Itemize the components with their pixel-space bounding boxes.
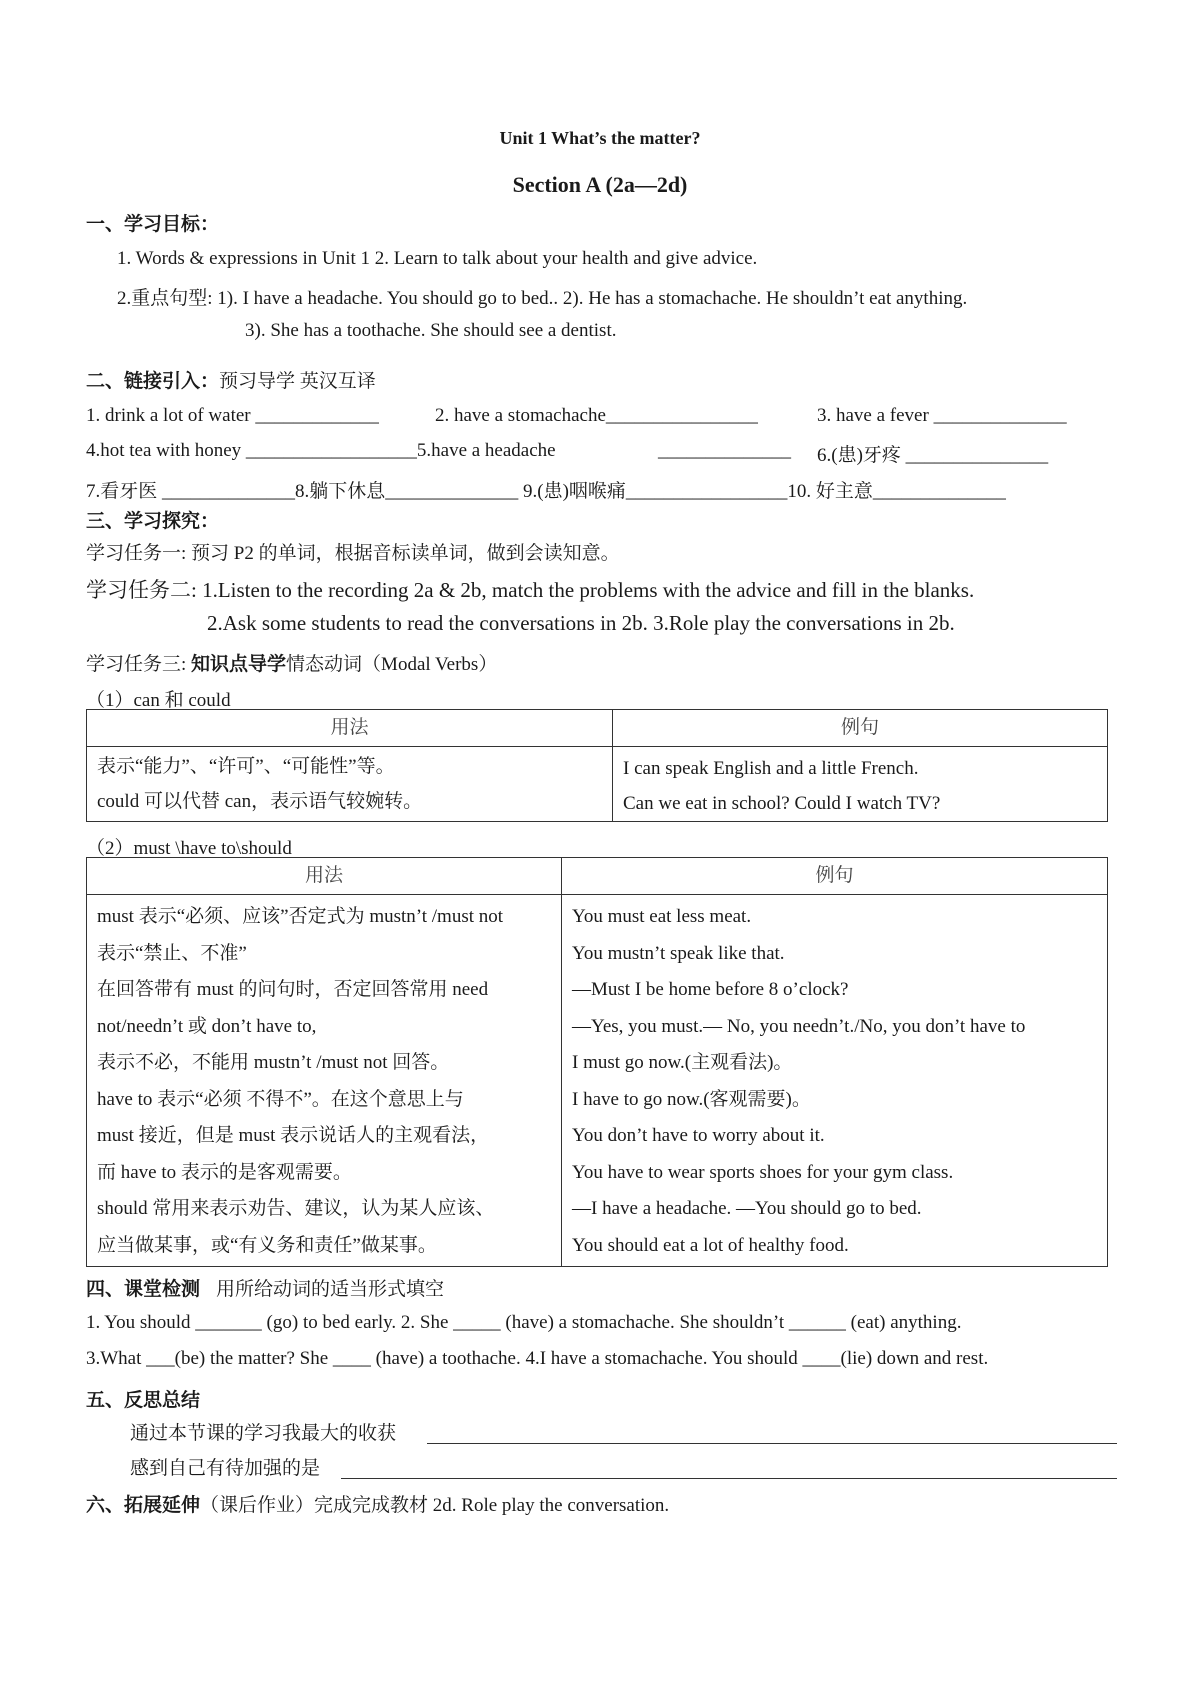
- table-1-example-line: Can we eat in school? Could I watch TV?: [623, 793, 941, 814]
- table-2-usage-line: 在回答带有 must 的问句时，否定回答常用 need: [97, 979, 489, 1000]
- table-2-example-line: You should eat a lot of healthy food.: [572, 1234, 849, 1256]
- reflection-line-2: 感到自己有待加强的是: [130, 1458, 321, 1479]
- section-2-heading: 二、链接引入：: [86, 371, 220, 392]
- task-2-line-1: 学习任务二: 1.Listen to the recording 2a & 2b, match the problems with the advice and fill in the blanks.: [86, 578, 975, 602]
- table-2-usage-line: must 接近，但是 must 表示说话人的主观看法，: [97, 1125, 490, 1146]
- table-2-example-line: I must go now.(主观看法)。: [572, 1052, 793, 1073]
- section-4-subheading: 用所给动词的适当形式填空: [216, 1279, 445, 1300]
- task-3-rest: 情态动词（Modal Verbs）: [286, 654, 498, 675]
- table-2-usage-line: 表示不必，不能用 mustn’t /must not 回答。: [97, 1052, 450, 1073]
- table-1-header-example: 例句: [613, 710, 1108, 747]
- vocab-row-3: 7.看牙医 ______________8.躺下休息______________ 9.(患)咽喉痛_________________10. 好主意______________: [86, 481, 1006, 502]
- table-2-usage-line: 而 have to 表示的是客观需要。: [97, 1161, 352, 1183]
- vocab-item-3: 3. have a fever ______________: [817, 405, 1067, 426]
- table-2-example-line: You have to wear sports shoes for your gym class.: [572, 1161, 954, 1183]
- section-3-heading: 三、学习探究：: [86, 511, 220, 532]
- goal-line-3: 3). She has a toothache. She should see a dentist.: [245, 320, 617, 341]
- table-1-caption: （1）can 和 could: [86, 690, 231, 711]
- section-6-text: （课后作业）完成完成教材 2d. Role play the conversation.: [200, 1495, 670, 1516]
- must-have-to-should-table: [86, 857, 1108, 1267]
- reflection-line-2-rule: [341, 1478, 1117, 1479]
- task-1: 学习任务一: 预习 P2 的单词，根据音标读单词，做到会读知意。: [86, 543, 620, 564]
- vocab-item-4-5: 4.hot tea with honey __________________5.have a headache: [86, 440, 556, 461]
- goal-line-1: 1. Words & expressions in Unit 1 2. Learn to talk about your health and give advice.: [117, 248, 758, 269]
- section-2-header: [86, 366, 376, 393]
- table-2-usage-line: should 常用来表示劝告、建议，认为某人应该、: [97, 1198, 495, 1219]
- table-2-usage-line: not/needn’t 或 don’t have to,: [97, 1015, 317, 1037]
- table-2-usage-cell: [87, 895, 562, 1267]
- table-2-usage-line: have to 表示“必须 不得不”。在这个意思上与: [97, 1088, 464, 1110]
- section-1-heading: 一、学习目标：: [86, 214, 220, 235]
- task-3-bold: 知识点导学: [191, 654, 287, 675]
- table-2-usage-line: 表示“禁止、不准”: [97, 942, 247, 964]
- page-title: Unit 1 What’s the matter?: [499, 128, 701, 148]
- table-2-header-usage: 用法: [87, 858, 562, 895]
- exercise-line-1: 1. You should _______ (go) to bed early. 2. She _____ (have) a stomachache. She shouldn’t ______ (eat) anything.: [86, 1312, 962, 1333]
- section-6-heading: 六、拓展延伸: [86, 1495, 201, 1516]
- table-1-usage-line: could 可以代替 can，表示语气较婉转。: [97, 791, 423, 812]
- table-2-example-line: —I have a headache. —You should go to bed.: [572, 1198, 922, 1219]
- goal-line-2: 2.重点句型: 1). I have a headache. You should go to bed.. 2). He has a stomachache. He shouldn’t eat anything.: [117, 288, 968, 309]
- task-3-prefix: 学习任务三:: [86, 654, 192, 675]
- table-2-usage-line: must 表示“必须、应该”否定式为 mustn’t /must not: [97, 906, 504, 927]
- table-2-example-line: You must eat less meat.: [572, 906, 752, 927]
- table-2-example-line: You don’t have to worry about it.: [572, 1125, 825, 1146]
- page-subtitle: Section A (2a—2d): [512, 172, 688, 197]
- section-6-header: [86, 1490, 669, 1517]
- table-2-example-line: —Must I be home before 8 o’clock?: [572, 979, 849, 1000]
- exercise-line-2: 3.What ___(be) the matter? She ____ (have) a toothache. 4.I have a stomachache. You should ____(lie) down and rest.: [86, 1348, 989, 1369]
- table-1-usage-line: 表示“能力”、“许可”、“可能性”等。: [97, 756, 395, 777]
- table-2-example-cell: [562, 895, 1108, 1267]
- table-1-example-line: I can speak English and a little French.: [623, 758, 919, 779]
- table-2-caption: （2）must \have to\should: [86, 838, 292, 859]
- task-2-line-2: 2.Ask some students to read the conversations in 2b. 3.Role play the conversations in 2b.: [207, 611, 955, 635]
- vocab-blank-5: ______________: [658, 440, 791, 461]
- table-1-usage-cell: [87, 747, 613, 822]
- task-3: [86, 649, 497, 676]
- table-1-example-cell: [613, 747, 1108, 822]
- vocab-item-6: 6.(患)牙疼 _______________: [817, 445, 1049, 466]
- can-could-table: [86, 709, 1108, 822]
- vocab-item-2: 2. have a stomachache________________: [435, 405, 758, 426]
- section-4-heading: 四、课堂检测: [86, 1279, 201, 1300]
- table-2-header-example: 例句: [562, 858, 1108, 895]
- vocab-item-1: 1. drink a lot of water _____________: [86, 405, 379, 426]
- table-2-example-line: You mustn’t speak like that.: [572, 942, 785, 964]
- table-2-example-line: —Yes, you must.— No, you needn’t./No, you don’t have to: [572, 1015, 1026, 1037]
- reflection-line-1-rule: [427, 1443, 1117, 1444]
- table-2-usage-line: 应当做某事，或“有义务和责任”做某事。: [97, 1234, 437, 1256]
- reflection-line-1: 通过本节课的学习我最大的收获: [130, 1423, 397, 1444]
- table-2-example-line: I have to go now.(客观需要)。: [572, 1088, 811, 1110]
- section-2-subheading: 预习导学 英汉互译: [219, 371, 376, 392]
- section-5-heading: 五、反思总结: [86, 1390, 201, 1411]
- table-1-header-usage: 用法: [87, 710, 613, 747]
- section-4-header: [86, 1274, 444, 1301]
